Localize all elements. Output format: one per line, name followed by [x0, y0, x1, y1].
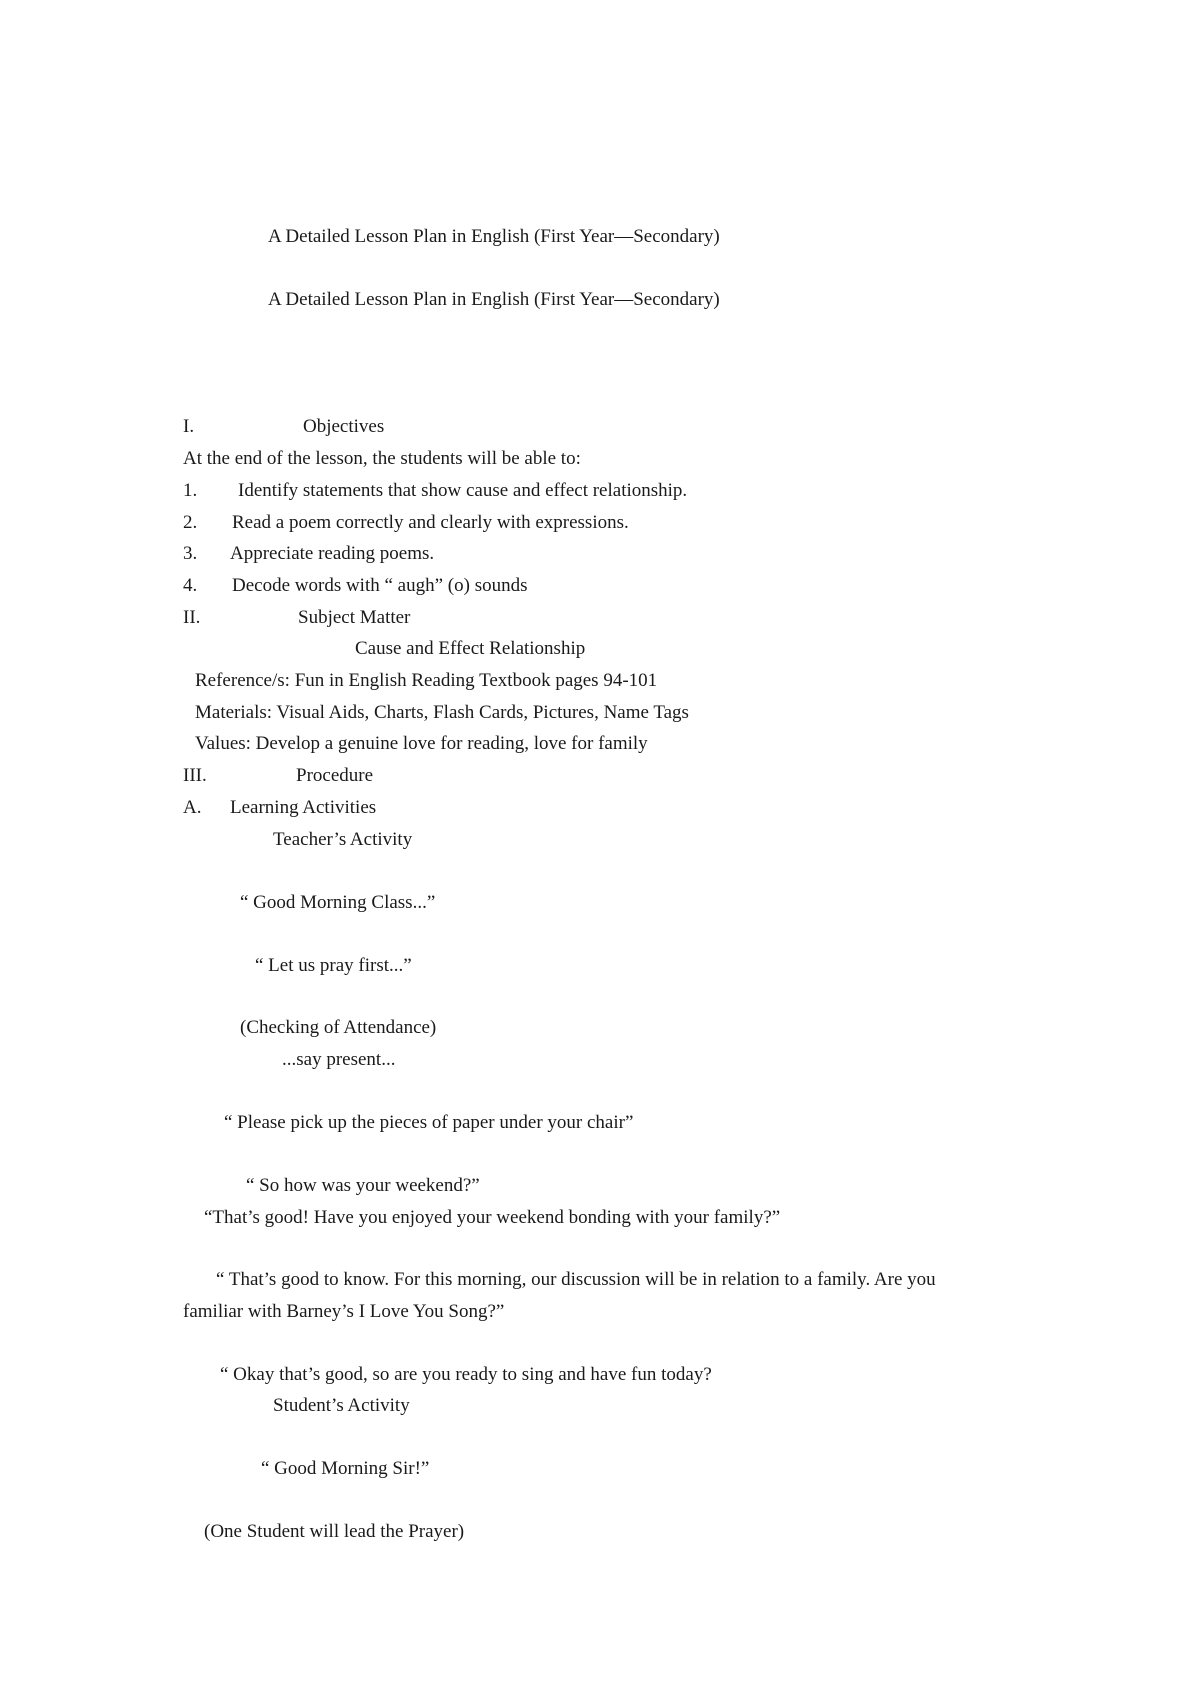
teacher-line: (Checking of Attendance)	[240, 1017, 437, 1038]
materials-line: Materials: Visual Aids, Charts, Flash Cards, Pictures, Name Tags	[195, 702, 689, 723]
student-line: (One Student will lead the Prayer)	[204, 1521, 465, 1542]
teacher-line: ...say present...	[282, 1049, 396, 1070]
teacher-line: familiar with Barney’s I Love You Song?”	[183, 1301, 505, 1322]
objective-text: Appreciate reading poems.	[230, 543, 435, 564]
section-2-numeral: II.	[183, 607, 201, 628]
teacher-line: “ Okay that’s good, so are you ready to sing and have fun today?	[220, 1364, 712, 1385]
section-1-heading: Objectives	[303, 416, 385, 437]
objective-text: Identify statements that show cause and effect relationship.	[238, 480, 688, 501]
objective-number: 3.	[183, 543, 198, 564]
teacher-line: “ Good Morning Class...”	[240, 892, 436, 913]
objective-text: Read a poem correctly and clearly with expressions.	[232, 512, 629, 533]
document-title: A Detailed Lesson Plan in English (First Year—Secondary)	[268, 226, 720, 247]
document-title-repeat: A Detailed Lesson Plan in English (First Year—Secondary)	[268, 289, 720, 310]
teacher-line: “ Let us pray first...”	[255, 955, 412, 976]
references-line: Reference/s: Fun in English Reading Textbook pages 94-101	[195, 670, 658, 691]
teacher-activity-heading: Teacher’s Activity	[273, 829, 413, 850]
objective-number: 1.	[183, 480, 198, 501]
topic-title: Cause and Effect Relationship	[355, 638, 586, 659]
section-1-numeral: I.	[183, 416, 195, 437]
objective-number: 4.	[183, 575, 198, 596]
subsection-a-letter: A.	[183, 797, 202, 818]
teacher-line: “ Please pick up the pieces of paper under your chair”	[224, 1112, 634, 1133]
section-3-numeral: III.	[183, 765, 207, 786]
teacher-line: “ That’s good to know. For this morning, our discussion will be in relation to a family. Are you	[216, 1269, 936, 1290]
student-activity-heading: Student’s Activity	[273, 1395, 410, 1416]
objective-text: Decode words with “ augh” (o) sounds	[232, 575, 528, 596]
teacher-line: “That’s good! Have you enjoyed your weekend bonding with your family?”	[204, 1207, 781, 1228]
section-3-heading: Procedure	[296, 765, 374, 786]
student-line: “ Good Morning Sir!”	[261, 1458, 430, 1479]
section-2-heading: Subject Matter	[298, 607, 411, 628]
objectives-intro: At the end of the lesson, the students will be able to:	[183, 448, 581, 469]
subsection-a-heading: Learning Activities	[230, 797, 377, 818]
objective-number: 2.	[183, 512, 198, 533]
teacher-line: “ So how was your weekend?”	[246, 1175, 480, 1196]
values-line: Values: Develop a genuine love for reading, love for family	[195, 733, 648, 754]
